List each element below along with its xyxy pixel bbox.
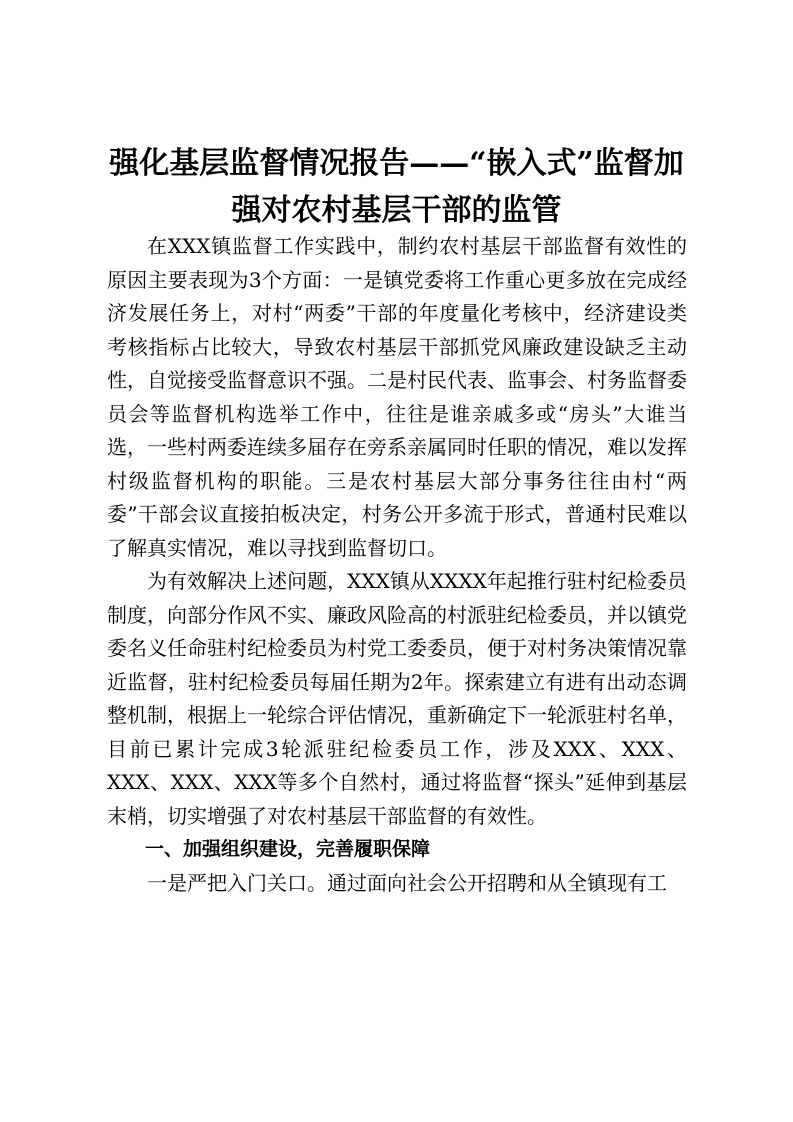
document-title: 强化基层监督情况报告——“嵌入式”监督加强对农村基层干部的监管 <box>109 146 684 228</box>
body-paragraph-1: 在XXX镇监督工作实践中，制约农村基层干部监督有效性的原因主要表现为3个方面：一是镇党委将工作重心更多放在完成经济发展任务上，对村“两委”干部的年度量化考核中，经济建设类考核指标占比较大，导致农村基层干部抓党风廉政建设缺乏主动性，自觉接受监督意识不强。二是村民代表、监事会、村务监督委员会等监督机构选举工作中，往往是谁亲戚多或“房头”大谁当选，一些村两委连续多届存在旁系亲属同时任职的情况，难以发挥村级监督机构的职能。三是农村基层大部分事务往往由村“两委”干部会议直接拍板决定，村务公开多流于形式，普通村民难以了解真实情况，难以寻找到监督切口。 <box>107 234 687 560</box>
body-paragraph-3: 一是严把入门关口。通过面向社会公开招聘和从全镇现有工 <box>147 870 667 895</box>
body-paragraph-2: 为有效解决上述问题，XXX镇从XXXX年起推行驻村纪检委员制度，向部分作风不实、廉政风险高的村派驻纪检委员，并以镇党委名义任命驻村纪检委员为村党工委委员，便于对村务决策情况靠近监督，驻村纪检委员每届任期为2年。探索建立有进有出动态调整机制，根据上一轮综合评估情况，重新确定下一轮派驻村名单，目前已累计完成3轮派驻纪检委员工作，涉及XXX、XXX、XXX、XXX、XXX等多个自然村，通过将监督“探头”延伸到基层末梢，切实增强了对农村基层干部监督的有效性。 <box>107 569 687 828</box>
section-heading: 一、加强组织建设，完善履职保障 <box>145 838 431 860</box>
document-body <box>107 230 687 900</box>
